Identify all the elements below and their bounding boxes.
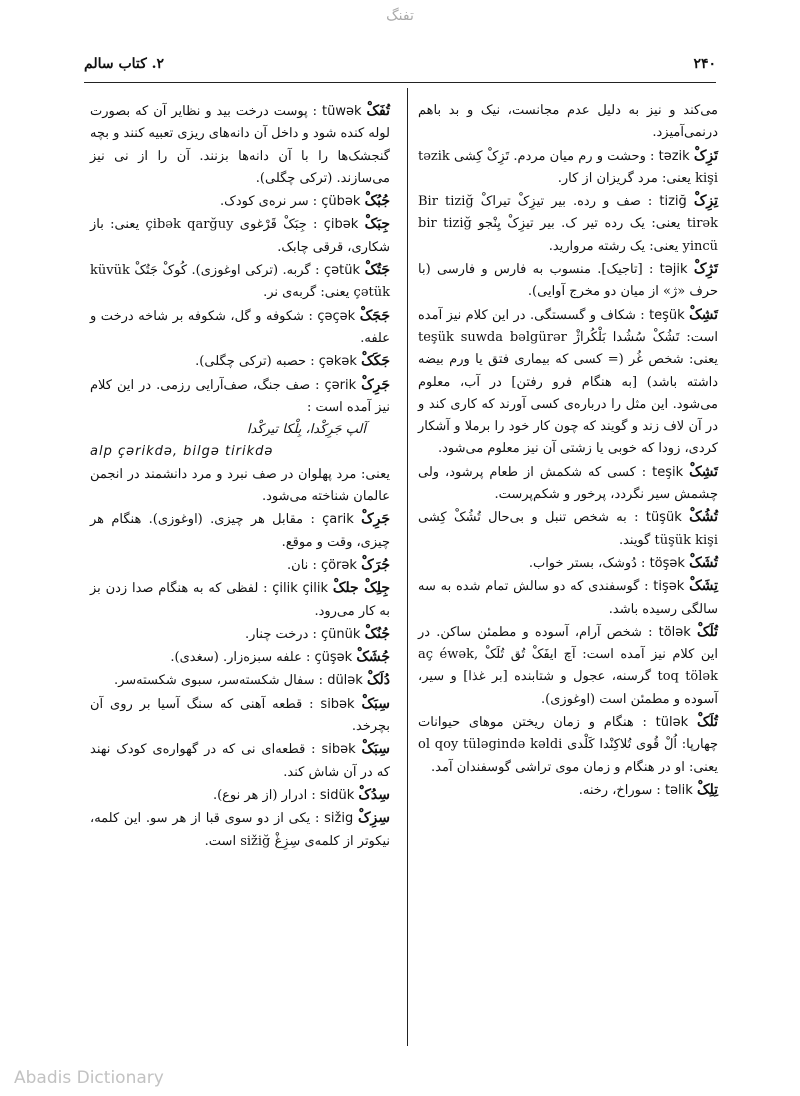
- transliteration: dülәk: [327, 673, 363, 689]
- dictionary-entry: [90, 213, 390, 259]
- definition: : شکوفه و گل، شکوفه بر شاخه درخت و علفه.: [90, 308, 390, 346]
- dictionary-entry: [90, 577, 390, 623]
- definition: : [تاجیک]. منسوب به فارس و فارسی (با حرف «ژ» از میان دو مخرج آوایی).: [418, 262, 718, 300]
- page-number: ۲۴۰: [693, 56, 716, 72]
- headword: جُشَکْ: [356, 649, 390, 666]
- dictionary-entry: [90, 669, 390, 692]
- headword: سِبَکْ: [361, 695, 390, 712]
- headword: تَشِکْ: [689, 463, 719, 480]
- headword: تُشُکْ: [689, 509, 718, 526]
- transliteration: teşik: [652, 464, 684, 480]
- transliteration: tәzik: [658, 148, 690, 164]
- headword: جَتُکْ: [364, 262, 390, 279]
- definition: : گوسفندی که دو سالش تمام شده به سه سالگی رسیده باشد.: [418, 579, 718, 617]
- headword: جُرَکْ: [361, 556, 390, 573]
- headword: تِزِکْ: [693, 193, 718, 210]
- headword: دُلَکْ: [366, 672, 390, 689]
- definition: : حصبه (ترکی چگلی).: [195, 354, 319, 370]
- dictionary-entry: [418, 258, 718, 304]
- dictionary-entry: [90, 508, 390, 554]
- headword: سِبَکْ: [361, 741, 391, 758]
- dictionary-entry: [90, 807, 390, 853]
- definition: : کسی که شکمش از طعام پرشود، ولی چشمش سیر نگردد، پرخور و شکم‌پرست.: [418, 464, 718, 503]
- dictionary-entry: [418, 190, 718, 258]
- dictionary-entry: [418, 506, 718, 552]
- definition: : سوراخ، رخنه.: [578, 782, 665, 798]
- definition: : لفظی که به هنگام صدا زدن بز به کار می‌رود.: [90, 581, 390, 619]
- definition: : شخص آرام، آسوده و مطمئن ساکن. در این کلام نیز آمده است: آچ ایفَکْ تُق تُلَکْ aç éwәk, toq tölәk گرسنه، عجول و شتابنده [بر غذا] و سیر، آسوده و مطمئن است (اوغوزی).: [418, 624, 718, 707]
- definition: : پوست درخت بید و نظایر آن که بصورت لوله کنده شود و داخل آن دانه‌های ریزی تعبیه کنند و بچه گنجشک‌ها را با آن دانه‌ها بزنند. آن را از نی نیز می‌سازند. (ترکی چگلی).: [90, 104, 390, 186]
- definition: : گربه. (ترکی اوغوزی). کُوکْ جَتُکْ küvük çәtük یعنی: گربه‌ی نر.: [90, 263, 390, 301]
- dictionary-entry: [90, 646, 390, 669]
- transliteration: çünük: [321, 626, 361, 642]
- transliteration: çәçәk: [317, 308, 356, 324]
- transliteration: çәkәk: [318, 354, 357, 370]
- dictionary-entry: [90, 190, 390, 213]
- dictionary-entry: [418, 145, 718, 191]
- left-column: [90, 100, 390, 853]
- definition: : علفه سبزه‌زار. (سغدی).: [170, 650, 315, 666]
- transliteration: çibәk: [323, 217, 359, 233]
- right-column: [418, 100, 718, 802]
- definition: : صف و رده. بیر تیزِکْ تیراکْ Bir tiziğ tirәk یعنی: یک رده تیر ک. بیر تیزِکْ یِنْجو bir tiziğ yincü یعنی: یک رشته مروارید.: [418, 194, 718, 254]
- transliteration: tiziğ: [659, 194, 687, 210]
- definition: : قطعه‌ای نی که در گهواره‌ی کودک نهند که در آن شاش کند.: [90, 742, 390, 780]
- transliteration: çilik çilik: [272, 581, 329, 597]
- definition: : یکی از دو سوی قبا از هر سو. این کلمه، نیکوتر از کلمه‌ی سِزِغْ sižiğ است.: [90, 811, 390, 849]
- transliteration: çörәk: [320, 557, 357, 573]
- dictionary-entry: [90, 738, 390, 784]
- dictionary-entry: [90, 784, 390, 807]
- transliteration: çübәk: [321, 194, 361, 210]
- dictionary-entry: [418, 575, 718, 621]
- dictionary-entry: [90, 259, 390, 305]
- definition: : دُوشک، بستر خواب.: [528, 555, 650, 571]
- transliteration: töşәk: [649, 555, 685, 571]
- headword: تُلَکْ: [696, 714, 718, 731]
- dictionary-entry: [90, 350, 390, 373]
- transliteration: sižig: [324, 811, 354, 827]
- definition: : درخت چنار.: [245, 626, 322, 642]
- dictionary-entry: [418, 621, 718, 711]
- dictionary-entry: [90, 374, 390, 420]
- transliteration: tәjik: [659, 262, 688, 278]
- dictionary-entry: [418, 711, 718, 779]
- headword: جَرِکْ: [361, 511, 390, 528]
- running-title: ۲. کتاب سالم: [84, 56, 165, 72]
- quoted-verse: آلپ جَرِکْدا، بِلْکا تیرکْدا: [246, 422, 366, 438]
- transliteration: tüşük: [645, 510, 682, 526]
- headword: تُفَکْ: [366, 103, 390, 119]
- definition: : سفال شکسته‌سر، سبوی شکسته‌سر.: [113, 673, 328, 689]
- headword: تَشِکْ: [689, 306, 718, 323]
- definition: : جِبَکْ قَرْغوی çibәk qarğuy یعنی: باز شکاری، قرقی چابک.: [90, 217, 390, 255]
- dictionary-entry: [418, 304, 718, 461]
- dictionary-entry: [90, 554, 390, 577]
- headword: جَرِکْ: [361, 376, 390, 393]
- definition: : وحشت و رم میان مردم. تَزِکْ کِشی tәzik kişi یعنی: مرد گریزان از کار.: [418, 148, 718, 186]
- headword: جُنُکْ: [364, 625, 390, 642]
- headword: سِزِکْ: [358, 810, 390, 827]
- headword: جَکَکْ: [361, 353, 390, 370]
- definition: : قطعه آهنی که سنگ آسیا بر روی آن بچرخد.: [90, 696, 390, 735]
- dictionary-entry: [90, 100, 390, 190]
- transliteration: çüşәk: [314, 650, 353, 666]
- transliteration: tölәk: [658, 624, 691, 640]
- continuation-text: می‌کند و نیز به دلیل عدم مجانست، نیک و بد باهم درنمی‌آمیزد.: [418, 103, 718, 141]
- headword: تُلَکْ: [696, 623, 718, 640]
- headword: سِدُکْ: [358, 786, 390, 803]
- headword: تَژِکْ: [693, 261, 718, 278]
- dictionary-entry: [90, 693, 390, 739]
- headword: تِشَکْ: [689, 578, 718, 595]
- transliteration: tülәk: [655, 715, 689, 731]
- page-header: [84, 56, 716, 78]
- top-title: تفنگ: [386, 8, 414, 24]
- definition: : مقابل هر چیزی. (اوغوزی). هنگام هر چیزی، وقت و موقع.: [90, 512, 390, 550]
- definition: : سر نره‌ی کودک.: [220, 194, 322, 210]
- verse-transliteration: alp çәrikdә, bilgә tirikdә: [90, 444, 274, 460]
- transliteration: çәtük: [324, 263, 361, 279]
- transliteration: teşük: [649, 307, 685, 323]
- headword: جَجَکْ: [359, 307, 390, 324]
- transliteration: tüwәk: [322, 104, 362, 119]
- dictionary-entry: [90, 623, 390, 646]
- continuation-text: یعنی: مرد پهلوان در صف نبرد و مرد دانشمند در انجمن عالمان شناخته می‌شود.: [90, 466, 390, 505]
- headword: تَزِکْ: [693, 147, 718, 164]
- definition: : ادرار (از هر نوع).: [212, 787, 320, 803]
- dictionary-entry: [418, 552, 718, 575]
- headword: تِلِکْ: [696, 781, 718, 798]
- headword: جُبُکْ: [364, 193, 390, 210]
- definition: : هنگام و زمان ریختن موهای حیوانات چهارپا: اُلْ قُوی تُلاکِنْدا کَلْدی ol qoy tülәgindә kәldi یعنی: او در هنگام و زمان موی تراشی گوسفندان آمد.: [418, 715, 718, 775]
- headword: تُشَکْ: [689, 554, 718, 571]
- dictionary-entry: [90, 305, 390, 351]
- definition: : به شخص تنبل و بی‌حال تُشُکْ کِشی tüşük kişi گویند.: [418, 510, 718, 548]
- watermark: Abadis Dictionary: [14, 1068, 164, 1088]
- headword: جِلِکْ جلکْ: [332, 580, 391, 597]
- definition: : شکاف و گسستگی. در این کلام نیز آمده است: تَشُکْ سُشُدا بَلْکُراژْ teşük suwda bәlgürәr یعنی: شخص غُر (= کسی که بیماری فتق یا ورم بیضه داشته باشد) [به هنگام فرو رفتن] در آب، معلوم می‌شود. این مثل را درباره‌ی کسی آورند که کاری کند و در آن لاف زند و گویند که چون کار خود را برملا و آشکار کردی، زودا که خوبی یا زشتی آن نیز معلوم می‌شود.: [418, 307, 718, 457]
- transliteration: sidük: [319, 787, 355, 803]
- headword: جِبَکْ: [364, 216, 391, 233]
- dictionary-entry: [418, 461, 718, 507]
- transliteration: çarik: [322, 512, 354, 528]
- transliteration: sibәk: [321, 742, 356, 758]
- transliteration: tişәk: [653, 579, 685, 595]
- header-rule: [84, 82, 716, 83]
- transliteration: tәlik: [664, 782, 693, 798]
- definition: : صف جنگ، صف‌آرایی رزمی. در این کلام نیز آمده است :: [90, 377, 390, 415]
- transliteration: sibәk: [320, 696, 355, 712]
- dictionary-entry: [418, 779, 718, 802]
- definition: : نان.: [287, 557, 321, 573]
- transliteration: çәrik: [324, 377, 357, 393]
- column-divider: [407, 88, 408, 1046]
